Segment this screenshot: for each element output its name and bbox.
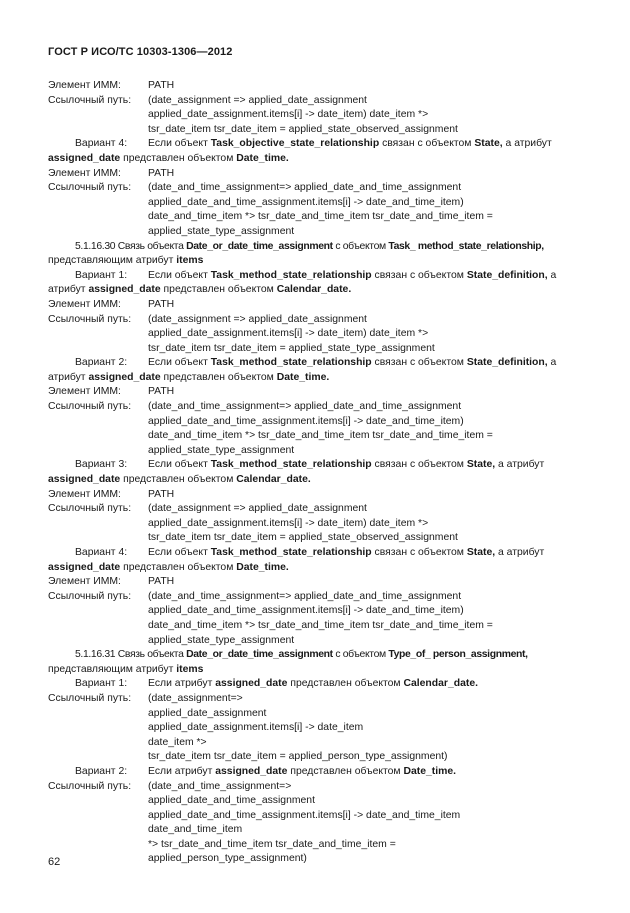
variant-2-cont: атрибут assigned_date представлен объектом Date_time. bbox=[48, 371, 330, 383]
imm-element-row: Элемент ИММ: PATH bbox=[48, 488, 175, 500]
section-5-1-16-30-heading: 5.1.16.30 Связь объекта Date_or_date_time_assignment с объектом Task_ method_state_relationship, bbox=[75, 240, 544, 252]
reference-path-row: Ссылочный путь: (date_assignment => applied_date_assignment applied_date_assignment.items[i] -> date_item) date_item *> tsr_date_item tsr_date_item = applied_state_observed_assignment bbox=[48, 94, 458, 135]
reference-path-row: Ссылочный путь: (date_assignment => applied_date_assignment applied_date_assignment.items[i] -> date_item) date_item *> tsr_date_item tsr_date_item = applied_state_observed_assignment bbox=[48, 503, 458, 544]
document-header: ГОСТ Р ИСО/ТС 10303-1306—2012 bbox=[48, 46, 233, 58]
variant-1-person: Вариант 1: Если атрибут assigned_date представлен объектом Calendar_date. bbox=[75, 678, 478, 690]
section-5-1-16-31-heading: 5.1.16.31 Связь объекта Date_or_date_time_assignment с объектом Type_of_ person_assignment, bbox=[75, 649, 528, 661]
variant-1-cont: атрибут assigned_date представлен объектом Calendar_date. bbox=[48, 284, 352, 296]
reference-path-row: Ссылочный путь: (date_and_time_assignment=> applied_date_and_time_assignment applied_date_and_time_assignment.items[i] -> date_and_time_item) date_and_time_item *> tsr_date_and_time_item tsr_date_and_time_item = applied_state_type_assignment bbox=[48, 182, 493, 237]
page-number: 62 bbox=[48, 856, 61, 868]
imm-element-row: Элемент ИММ: PATH bbox=[48, 298, 175, 310]
imm-element-row: Элемент ИММ: PATH bbox=[48, 80, 175, 91]
imm-element-row: Элемент ИММ: PATH bbox=[48, 167, 175, 179]
section-5-1-16-31-heading-cont: представляющим атрибут items bbox=[48, 663, 204, 675]
reference-path-row: Ссылочный путь: (date_assignment => applied_date_assignment applied_date_assignment.items[i] -> date_item) date_item *> tsr_date_item tsr_date_item = applied_state_type_assignment bbox=[48, 313, 435, 354]
variant-2-person: Вариант 2: Если атрибут assigned_date представлен объектом Date_time. bbox=[75, 765, 457, 777]
variant-2: Вариант 2: Если объект Task_method_state_relationship связан с объектом State_definition, а bbox=[75, 357, 557, 369]
variant-4-objective-cont: assigned_date представлен объектом Date_time. bbox=[48, 152, 289, 164]
imm-element-row: Элемент ИММ: PATH bbox=[48, 386, 175, 398]
variant-1: Вариант 1: Если объект Task_method_state_relationship связан с объектом State_definition, а bbox=[75, 269, 557, 281]
reference-path-row: Ссылочный путь: (date_and_time_assignment=> applied_date_and_time_assignment applied_date_and_time_assignment.items[i] -> date_and_time_item date_and_time_item *> tsr_date_and_time_item tsr_date_and_time_item = applied_person_type_assignment) bbox=[48, 780, 461, 865]
variant-4: Вариант 4: Если объект Task_method_state_relationship связан с объектом State, а атрибут bbox=[75, 547, 545, 558]
variant-3-cont: assigned_date представлен объектом Calendar_date. bbox=[48, 474, 311, 486]
reference-path-row: Ссылочный путь: (date_and_time_assignment=> applied_date_and_time_assignment applied_date_and_time_assignment.items[i] -> date_and_time_item) date_and_time_item *> tsr_date_and_time_item tsr_date_and_time_item = applied_state_type_assignment bbox=[48, 590, 493, 646]
section-5-1-16-30-heading-cont: представляющим атрибут items bbox=[48, 255, 204, 267]
document-body bbox=[48, 79, 583, 867]
variant-4-objective: Вариант 4: Если объект Task_objective_state_relationship связан с объектом State, а атрибут bbox=[75, 138, 552, 150]
reference-path-row: Ссылочный путь: (date_and_time_assignment=> applied_date_and_time_assignment applied_date_and_time_assignment.items[i] -> date_and_time_item) date_and_time_item *> tsr_date_and_time_item tsr_date_and_time_item = applied_state_type_assignment bbox=[48, 401, 493, 456]
imm-element-row: Элемент ИММ: PATH bbox=[48, 576, 175, 588]
reference-path-row: Ссылочный путь: (date_assignment=> applied_date_assignment applied_date_assignment.items[i] -> date_item date_item *> tsr_date_item tsr_date_item = applied_person_type_assignment) bbox=[48, 692, 448, 763]
variant-3: Вариант 3: Если объект Task_method_state_relationship связан с объектом State, а атрибут bbox=[75, 459, 545, 471]
variant-4-cont: assigned_date представлен объектом Date_time. bbox=[48, 561, 289, 573]
